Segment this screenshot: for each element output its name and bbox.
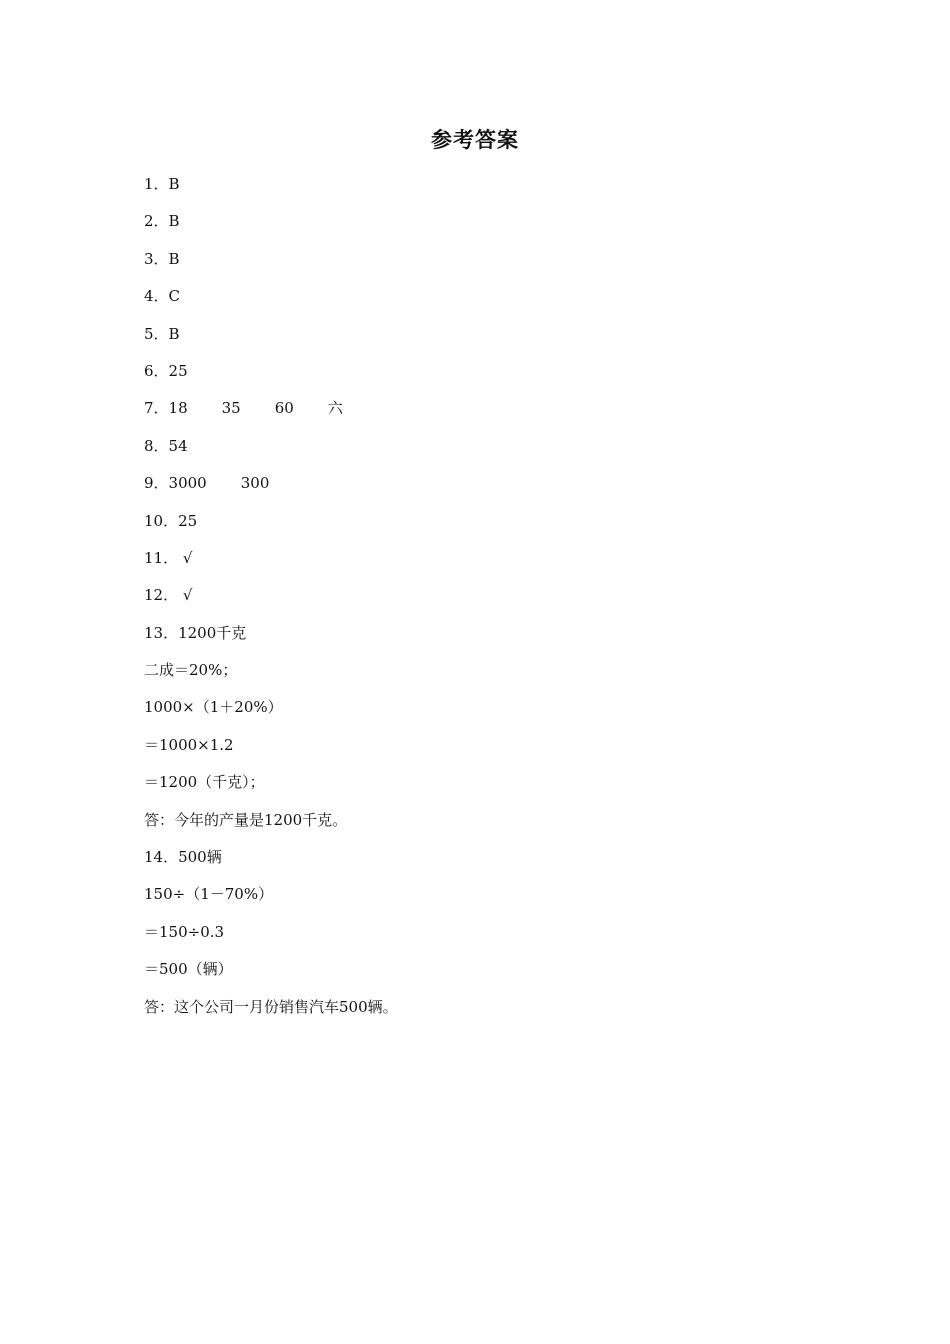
answer-line-8	[144, 435, 844, 472]
question-number: 4．	[144, 287, 169, 306]
solution-step: ＝1200（千克）；	[144, 773, 265, 792]
solution-step: ＝1000×1.2	[144, 735, 234, 754]
solution-step: 二成＝20%；	[144, 661, 238, 680]
solution-step: 1000×（1＋20%）	[144, 698, 283, 717]
answer-line-10	[144, 510, 844, 547]
answer-line-4	[144, 285, 844, 322]
solution-answer: 答：这个公司一月份销售汽车500辆。	[144, 997, 398, 1016]
answer-text: B	[168, 212, 180, 231]
question-number: 13．	[144, 623, 179, 642]
solution-step: ＝500（辆）	[144, 960, 233, 979]
answer-text: 25	[168, 361, 188, 380]
question-number: 1．	[144, 175, 169, 193]
question-number: 10．	[144, 511, 179, 530]
question-number: 3．	[144, 249, 169, 268]
answer-line-7	[144, 397, 844, 434]
answer-text: √	[178, 586, 193, 605]
answer-line-6	[144, 360, 844, 397]
question-number: 6．	[144, 361, 169, 380]
question-number: 7．	[144, 399, 169, 418]
question-number: 5．	[144, 324, 169, 343]
answer-blank-2: 300	[240, 474, 270, 493]
answer-text: C	[168, 287, 181, 306]
answer-text: 54	[168, 436, 188, 455]
answer-line-14	[144, 846, 844, 883]
question-number: 2．	[144, 212, 169, 231]
answer-text: B	[168, 324, 180, 343]
solution-step: 150÷（1－70%）	[144, 885, 274, 904]
answer-blank-4: 六	[327, 399, 343, 418]
answer-text: √	[178, 548, 193, 567]
question-number: 9．	[144, 474, 169, 493]
page-title: 参考答案	[431, 128, 519, 152]
answer-blank-2: 35	[221, 399, 241, 418]
answer-text: B	[168, 249, 180, 268]
question-number: 11．	[144, 548, 179, 567]
question-number: 8．	[144, 436, 169, 455]
answer-line-13	[144, 622, 844, 659]
answer-blank-1: 3000	[168, 474, 207, 493]
answer-line-3	[144, 248, 844, 285]
answer-line-9	[144, 472, 844, 509]
answer-line-2	[144, 210, 844, 247]
answer-line-11	[144, 547, 844, 584]
answer-text: 500辆	[178, 848, 222, 867]
solution-answer: 答：今年的产量是1200千克。	[144, 810, 348, 829]
answer-line-1	[144, 173, 844, 210]
answer-line-5	[144, 323, 844, 360]
answer-text: 25	[178, 511, 198, 530]
answer-text: 1200千克	[178, 623, 247, 642]
solution-step: ＝150÷0.3	[144, 922, 225, 941]
answer-text: B	[168, 175, 180, 193]
question-number: 14．	[144, 848, 179, 867]
answer-blank-1: 18	[168, 399, 188, 418]
question-number: 12．	[144, 586, 179, 605]
answer-list	[144, 173, 844, 1033]
answer-line-12	[144, 584, 844, 621]
answer-blank-3: 60	[274, 399, 294, 418]
